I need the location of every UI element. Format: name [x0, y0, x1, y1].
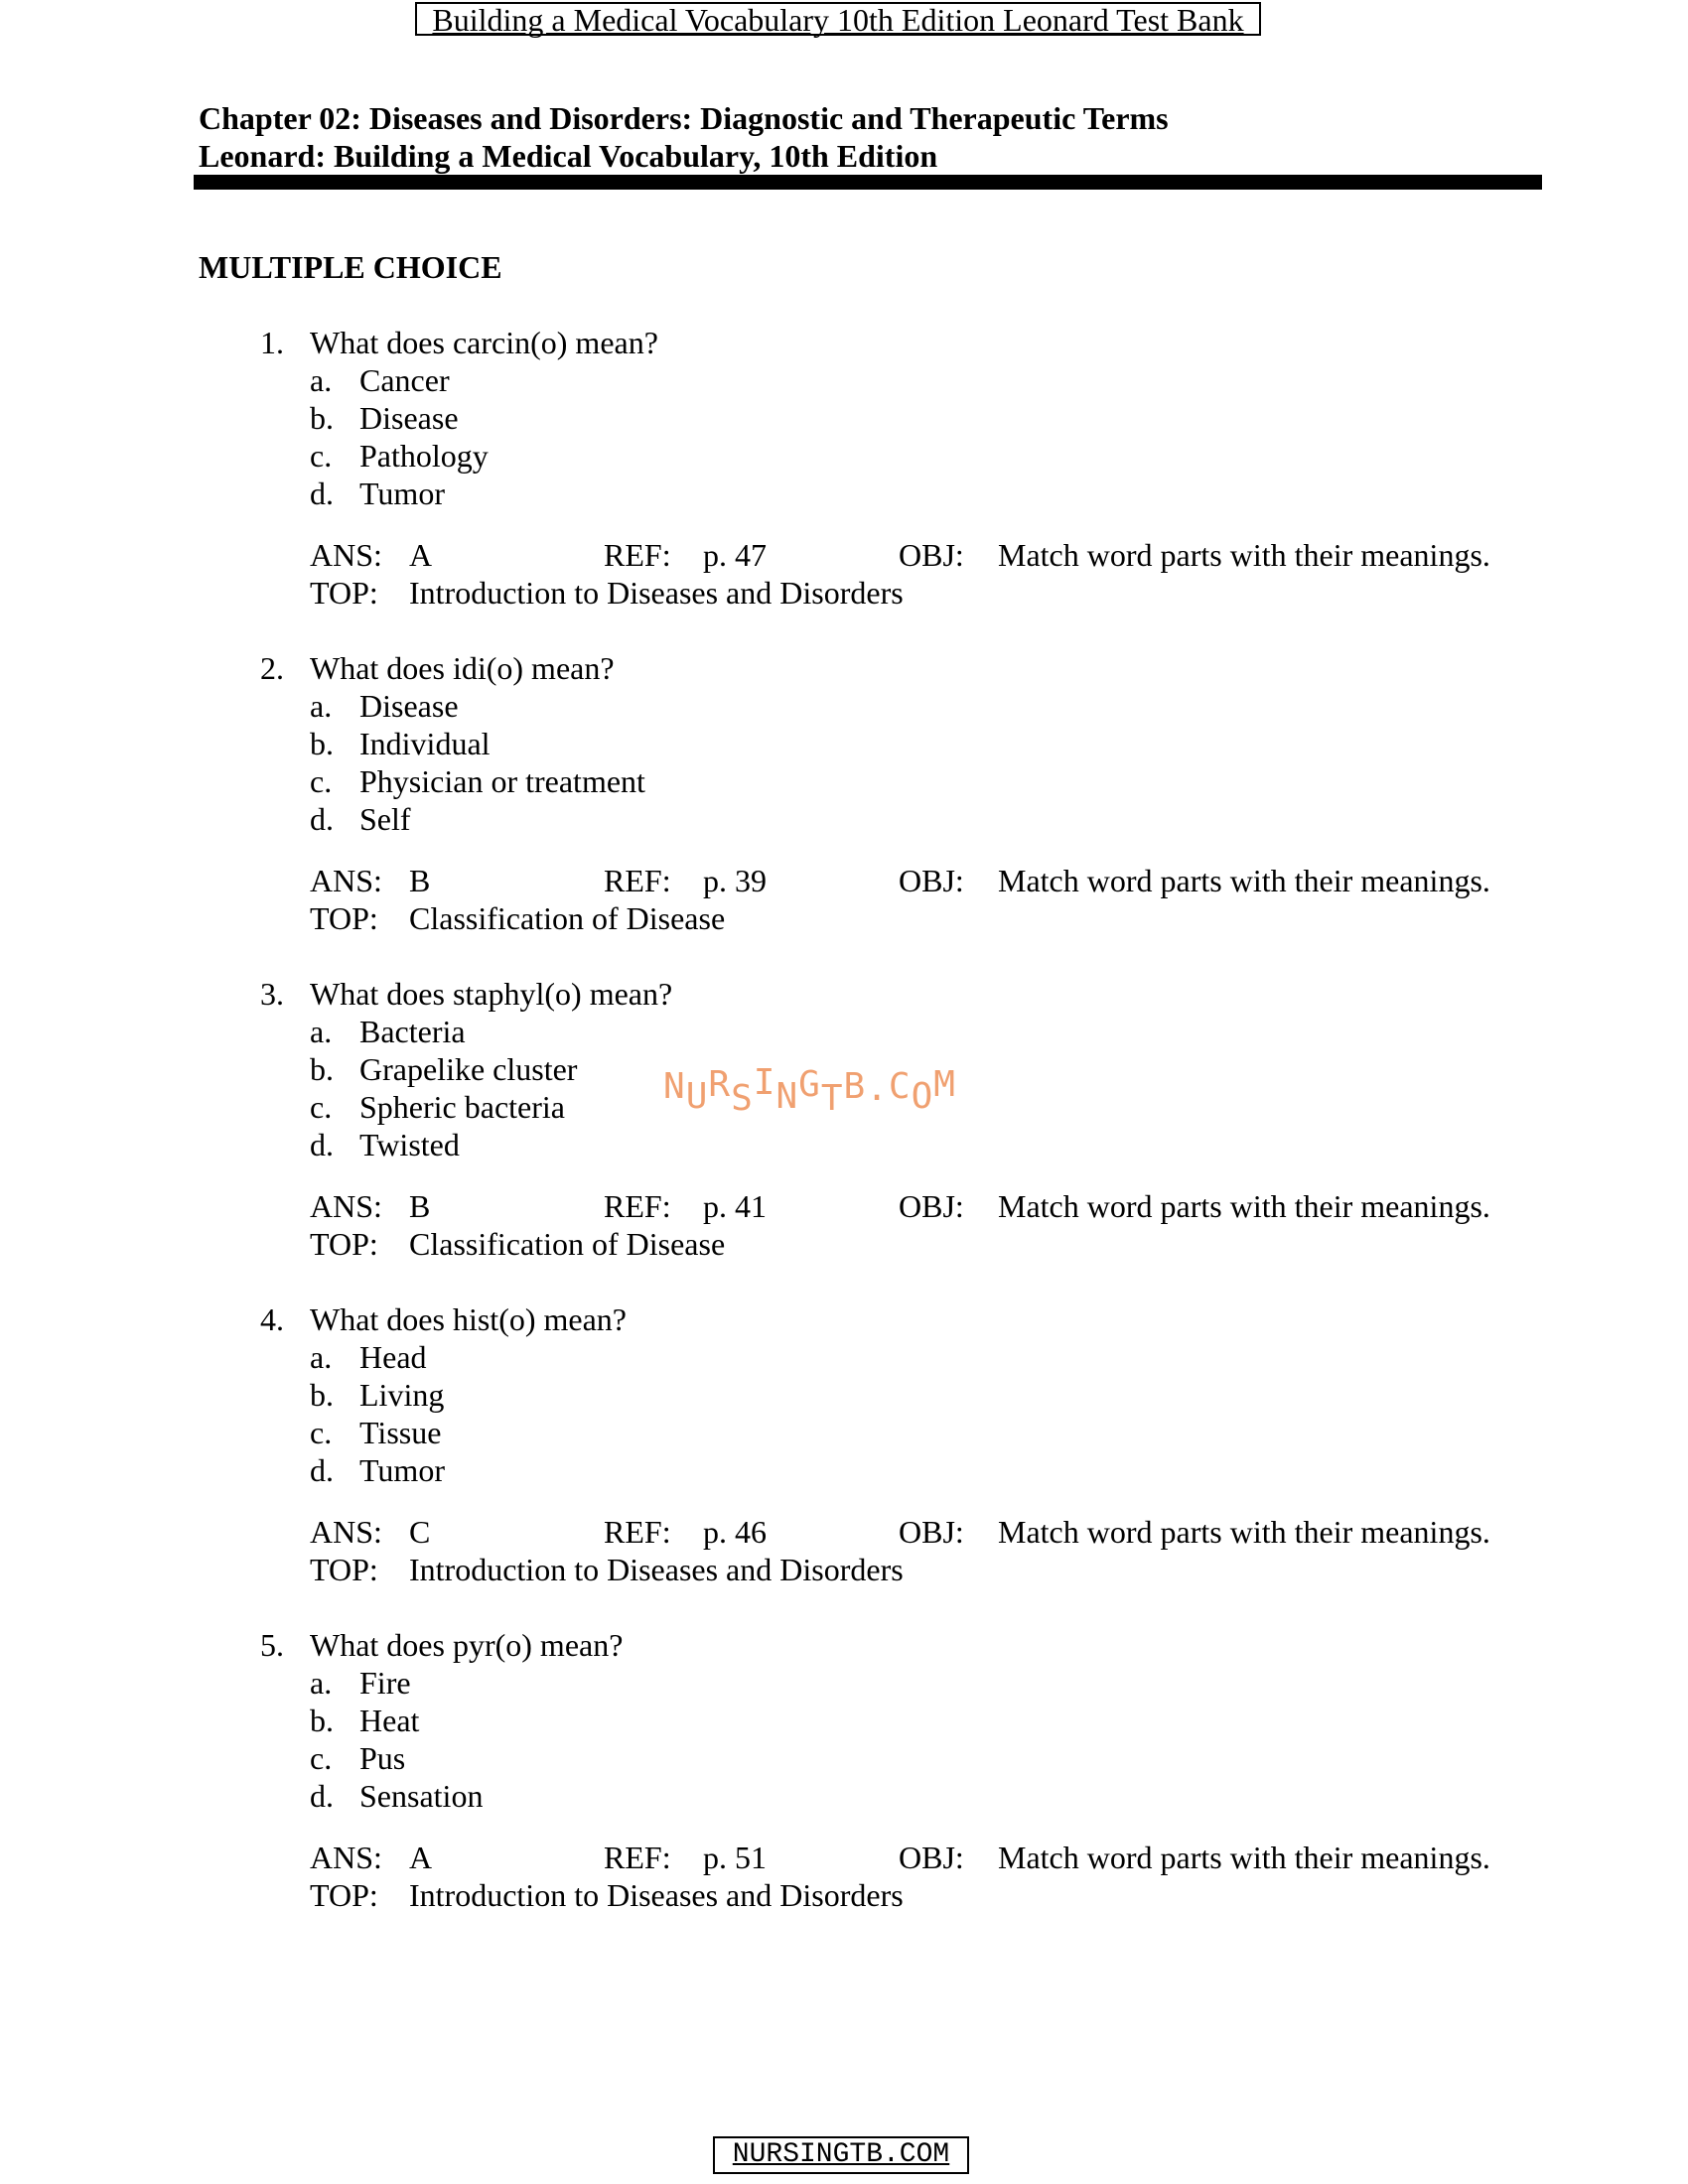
- option-text: Spheric bacteria: [359, 1089, 565, 1125]
- answer-row: [310, 862, 1551, 899]
- obj-label: OBJ:: [899, 1840, 964, 1875]
- ans-value: B: [409, 1188, 431, 1224]
- ans-value: C: [409, 1514, 431, 1550]
- obj-label: OBJ:: [899, 537, 964, 573]
- ref-value: p. 46: [703, 1514, 767, 1550]
- top-banner-title: Building a Medical Vocabulary 10th Edition Leonard Test Bank: [415, 2, 1261, 36]
- section-heading: MULTIPLE CHOICE: [199, 249, 502, 285]
- question-number: 4.: [260, 1301, 284, 1337]
- topic-row: [310, 574, 1551, 612]
- option-letter: d.: [310, 801, 334, 837]
- topic-row: [310, 1225, 1551, 1263]
- question-4: [0, 1300, 1688, 1626]
- option-letter: b.: [310, 400, 334, 436]
- option-d: [310, 475, 489, 512]
- question-text: What does pyr(o) mean?: [310, 1627, 624, 1663]
- option-c: [310, 437, 489, 475]
- option-letter: b.: [310, 1051, 334, 1087]
- option-d: [310, 1451, 445, 1489]
- header-divider: [194, 175, 1542, 190]
- option-text: Grapelike cluster: [359, 1051, 578, 1087]
- ref-value: p. 41: [703, 1188, 767, 1224]
- answer-options: [310, 1664, 483, 1815]
- obj-value: Match word parts with their meanings.: [998, 863, 1490, 898]
- option-letter: d.: [310, 476, 334, 511]
- option-letter: c.: [310, 1740, 333, 1776]
- answer-metadata: [310, 1513, 1551, 1588]
- option-c: [310, 1088, 577, 1126]
- answer-metadata: [310, 1839, 1551, 1914]
- option-letter: a.: [310, 688, 333, 724]
- obj-label: OBJ:: [899, 863, 964, 898]
- ans-label: ANS:: [310, 1840, 382, 1875]
- option-text: Cancer: [359, 362, 450, 398]
- question-3: [0, 975, 1688, 1300]
- obj-value: Match word parts with their meanings.: [998, 537, 1490, 573]
- option-letter: b.: [310, 1703, 334, 1738]
- book-title: Leonard: Building a Medical Vocabulary, 10th Edition: [199, 138, 938, 174]
- ref-label: REF:: [604, 537, 671, 573]
- option-letter: d.: [310, 1778, 334, 1814]
- obj-label: OBJ:: [899, 1514, 964, 1550]
- option-letter: c.: [310, 1089, 333, 1125]
- obj-label: OBJ:: [899, 1188, 964, 1224]
- top-value: Introduction to Diseases and Disorders: [409, 1877, 904, 1913]
- ref-label: REF:: [604, 1188, 671, 1224]
- ans-label: ANS:: [310, 863, 382, 898]
- footer-banner: NURSINGTB.COM: [713, 2136, 969, 2174]
- option-c: [310, 1739, 483, 1777]
- question-text: What does idi(o) mean?: [310, 650, 615, 686]
- top-label: TOP:: [310, 575, 378, 611]
- question-text: What does staphyl(o) mean?: [310, 976, 673, 1012]
- option-text: Head: [359, 1339, 427, 1375]
- top-label: TOP:: [310, 1226, 378, 1262]
- option-text: Heat: [359, 1703, 420, 1738]
- top-label: TOP:: [310, 1552, 378, 1587]
- option-text: Living: [359, 1377, 445, 1413]
- question-stem: [260, 324, 658, 361]
- top-label: TOP:: [310, 900, 378, 936]
- option-letter: b.: [310, 1377, 334, 1413]
- option-a: [310, 1664, 483, 1702]
- topic-row: [310, 1551, 1551, 1588]
- option-text: Disease: [359, 400, 459, 436]
- answer-metadata: [310, 1187, 1551, 1263]
- ans-value: B: [409, 863, 431, 898]
- answer-row: [310, 1187, 1551, 1225]
- option-letter: c.: [310, 763, 333, 799]
- ans-value: A: [409, 1840, 433, 1875]
- option-text: Pus: [359, 1740, 406, 1776]
- option-letter: d.: [310, 1127, 334, 1162]
- ref-value: p. 47: [703, 537, 767, 573]
- chapter-header: [199, 99, 1539, 175]
- option-text: Physician or treatment: [359, 763, 645, 799]
- topic-row: [310, 899, 1551, 937]
- option-letter: d.: [310, 1452, 334, 1488]
- ans-label: ANS:: [310, 1188, 382, 1224]
- option-letter: c.: [310, 1415, 333, 1450]
- top-value: Classification of Disease: [409, 900, 726, 936]
- question-text: What does hist(o) mean?: [310, 1301, 627, 1337]
- option-b: [310, 1050, 577, 1088]
- chapter-title: Chapter 02: Diseases and Disorders: Diagnostic and Therapeutic Terms: [199, 100, 1169, 136]
- option-a: [310, 361, 489, 399]
- obj-value: Match word parts with their meanings.: [998, 1188, 1490, 1224]
- ref-label: REF:: [604, 863, 671, 898]
- question-stem: [260, 975, 672, 1013]
- option-d: [310, 800, 645, 838]
- option-text: Tumor: [359, 476, 445, 511]
- answer-options: [310, 1338, 445, 1489]
- option-text: Tissue: [359, 1415, 442, 1450]
- question-number: 1.: [260, 325, 284, 360]
- ans-value: A: [409, 537, 433, 573]
- top-label: TOP:: [310, 1877, 378, 1913]
- option-letter: c.: [310, 438, 333, 474]
- question-text: What does carcin(o) mean?: [310, 325, 658, 360]
- question-number: 5.: [260, 1627, 284, 1663]
- option-text: Sensation: [359, 1778, 484, 1814]
- option-text: Pathology: [359, 438, 489, 474]
- question-1: [0, 324, 1688, 649]
- answer-row: [310, 1513, 1551, 1551]
- option-text: Tumor: [359, 1452, 445, 1488]
- question-2: [0, 649, 1688, 975]
- top-value: Introduction to Diseases and Disorders: [409, 1552, 904, 1587]
- question-number: 3.: [260, 976, 284, 1012]
- option-letter: a.: [310, 1339, 333, 1375]
- option-text: Disease: [359, 688, 459, 724]
- watermark-text: NURSINGTB.COM: [663, 1062, 956, 1119]
- option-b: [310, 1702, 483, 1739]
- question-stem: [260, 1626, 623, 1664]
- question-5: [0, 1626, 1688, 1952]
- answer-options: [310, 361, 489, 512]
- option-a: [310, 1013, 577, 1050]
- obj-value: Match word parts with their meanings.: [998, 1840, 1490, 1875]
- top-value: Introduction to Diseases and Disorders: [409, 575, 904, 611]
- option-d: [310, 1777, 483, 1815]
- option-text: Individual: [359, 726, 491, 761]
- ref-value: p. 39: [703, 863, 767, 898]
- option-letter: a.: [310, 1014, 333, 1049]
- question-stem: [260, 649, 615, 687]
- answer-row: [310, 1839, 1551, 1876]
- option-letter: a.: [310, 362, 333, 398]
- ans-label: ANS:: [310, 537, 382, 573]
- answer-row: [310, 536, 1551, 574]
- question-list: [0, 324, 1688, 1952]
- option-c: [310, 1414, 445, 1451]
- question-number: 2.: [260, 650, 284, 686]
- option-text: Fire: [359, 1665, 411, 1701]
- option-c: [310, 762, 645, 800]
- answer-metadata: [310, 862, 1551, 937]
- topic-row: [310, 1876, 1551, 1914]
- option-b: [310, 1376, 445, 1414]
- question-stem: [260, 1300, 627, 1338]
- ref-label: REF:: [604, 1840, 671, 1875]
- option-b: [310, 725, 645, 762]
- option-letter: b.: [310, 726, 334, 761]
- option-text: Self: [359, 801, 411, 837]
- option-text: Twisted: [359, 1127, 460, 1162]
- option-d: [310, 1126, 577, 1163]
- option-letter: a.: [310, 1665, 333, 1701]
- ref-value: p. 51: [703, 1840, 767, 1875]
- option-a: [310, 1338, 445, 1376]
- answer-metadata: [310, 536, 1551, 612]
- ans-label: ANS:: [310, 1514, 382, 1550]
- option-text: Bacteria: [359, 1014, 466, 1049]
- ref-label: REF:: [604, 1514, 671, 1550]
- option-b: [310, 399, 489, 437]
- top-value: Classification of Disease: [409, 1226, 726, 1262]
- option-a: [310, 687, 645, 725]
- obj-value: Match word parts with their meanings.: [998, 1514, 1490, 1550]
- answer-options: [310, 687, 645, 838]
- answer-options: [310, 1013, 577, 1163]
